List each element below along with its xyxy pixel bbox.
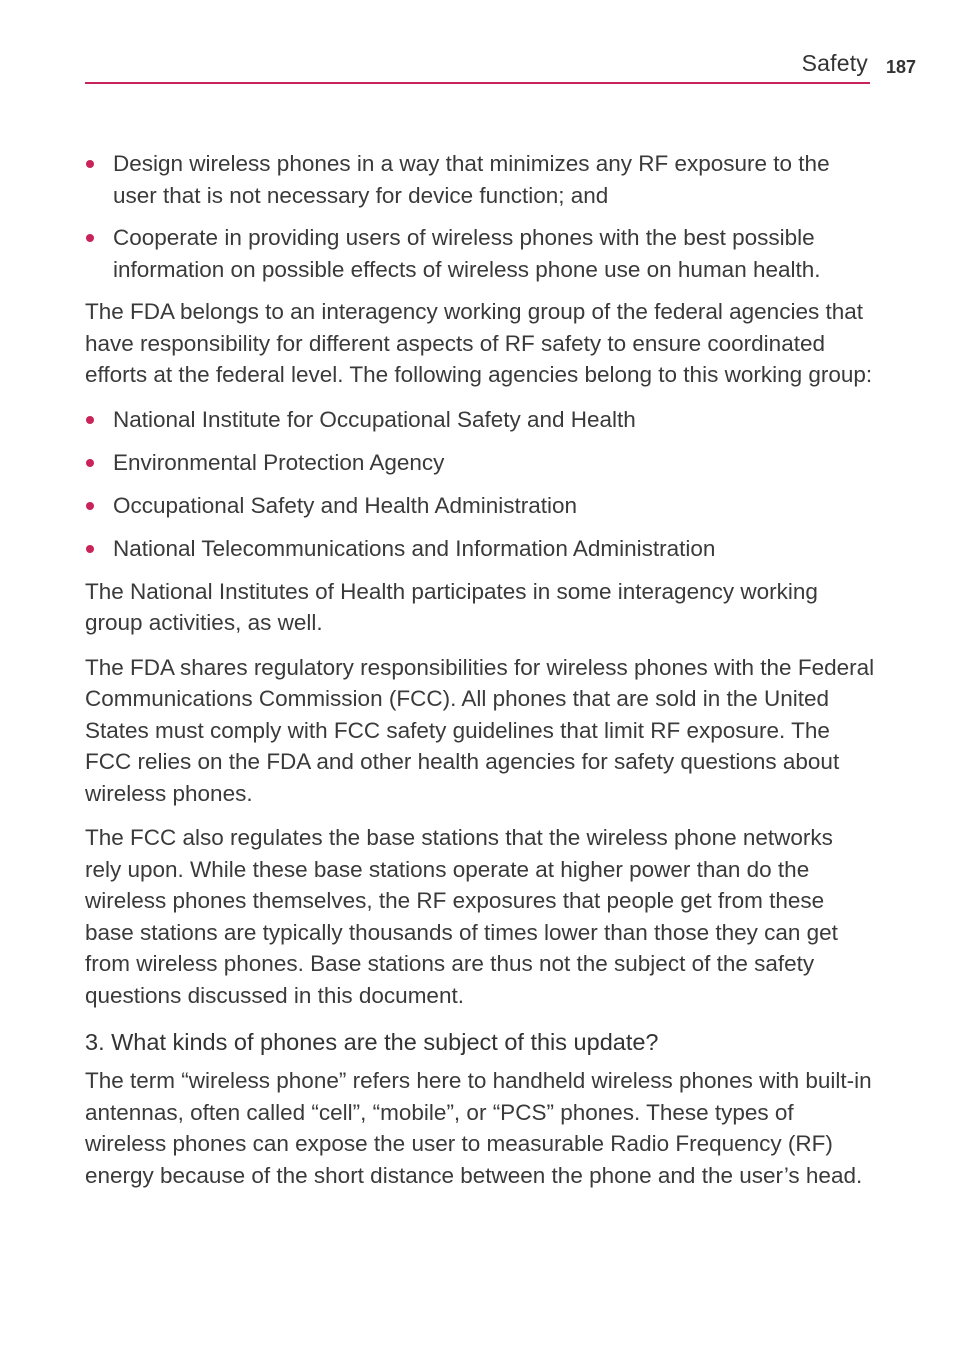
bullet-list-fda-actions — [85, 148, 875, 285]
page-number: 187 — [886, 57, 917, 77]
bullet-icon — [86, 160, 94, 168]
list-item — [85, 490, 875, 522]
section-title: Safety — [801, 50, 868, 76]
page-content — [85, 148, 875, 1204]
bullet-icon — [86, 502, 94, 510]
list-item — [85, 404, 875, 436]
paragraph-nih: The National Institutes of Health participates in some interagency working group activities, as well. — [85, 578, 818, 635]
list-item — [85, 447, 875, 479]
bullet-icon — [86, 234, 94, 242]
paragraph-fcc-responsibilities: The FDA shares regulatory responsibilities for wireless phones with the Federal Communications Commission (FCC). All phones that are sold in the United States must comply with FCC safety guidelines that limit RF exposure. The FCC relies on the FDA and other health agencies for safety questions about wireless phones. — [85, 654, 875, 806]
list-item-text: Cooperate in providing users of wireless phones with the best possible information on possible effects of wireless phone use on human health. — [113, 225, 821, 282]
bullet-icon — [86, 416, 94, 424]
paragraph-working-group: The FDA belongs to an interagency working group of the federal agencies that have responsibility for different aspects of RF safety to ensure coordinated efforts at the federal level. The following agencies belong to this working group: — [85, 299, 873, 387]
list-item-text: Environmental Protection Agency — [113, 449, 445, 475]
bullet-list-agencies — [85, 404, 875, 565]
list-item-text: National Telecommunications and Information Administration — [113, 535, 716, 561]
page-header — [85, 46, 870, 84]
list-item-text: National Institute for Occupational Safety and Health — [113, 406, 636, 432]
paragraph-base-stations: The FCC also regulates the base stations that the wireless phone networks rely upon. While these base stations operate at higher power than do the wireless phones themselves, the RF exposures that people get from these base stations are typically thousands of times lower than those they can get from wireless phones. Base stations are thus not the subject of the safety questions discussed in this document. — [85, 825, 838, 1008]
bullet-icon — [86, 545, 94, 553]
paragraph-wireless-phone-definition: The term “wireless phone” refers here to handheld wireless phones with built-in antennas, often called “cell”, “mobile”, or “PCS” phones. These types of wireless phones can expose the user to measurable Radio Frequency (RF) energy because of the short distance between the phone and the user’s head. — [85, 1068, 872, 1188]
list-item — [85, 148, 875, 211]
list-item-text: Design wireless phones in a way that minimizes any RF exposure to the user that is not necessary for device function; and — [113, 151, 830, 208]
list-item-text: Occupational Safety and Health Administration — [113, 492, 578, 518]
bullet-icon — [86, 459, 94, 467]
list-item — [85, 222, 875, 285]
question-heading: 3. What kinds of phones are the subject of this update? — [85, 1029, 659, 1055]
list-item — [85, 533, 875, 565]
